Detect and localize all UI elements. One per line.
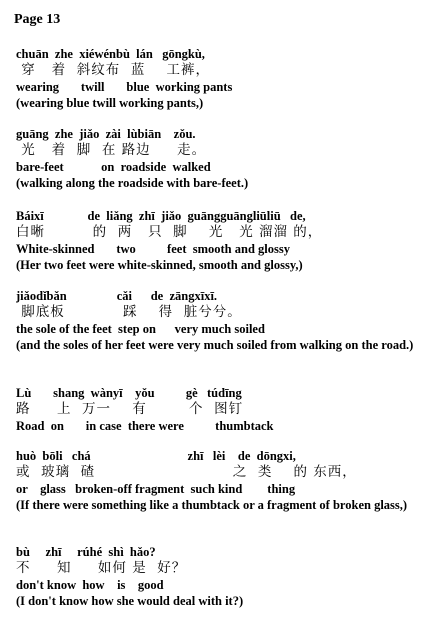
pinyin-line: jiǎodǐbǎn cǎi de zāngxīxī. <box>16 289 218 303</box>
gloss-line: don't know how is good <box>16 578 164 592</box>
gloss-line: bare-feet on roadside walked <box>16 160 211 174</box>
hanzi-line: 白晰 的 两 只 脚 光 光 溜溜 的， <box>16 224 323 240</box>
gloss-line: White-skinned two feet smooth and glossy <box>16 242 290 256</box>
translation-line: (I don't know how she would deal with it?) <box>16 594 244 608</box>
gloss-line: the sole of the feet step on very much soiled <box>16 322 265 336</box>
translation-line: (Her two feet were white-skinned, smooth and glossy,) <box>16 258 303 272</box>
pinyin-line: Báixī de liǎng zhī jiǎo guāngguāngliūliū de, <box>16 209 306 223</box>
stanza-3 <box>16 208 418 273</box>
translation-line: (wearing blue twill working pants,) <box>16 96 204 110</box>
pinyin-line: guāng zhe jiǎo zài lùbiān zǒu. <box>16 127 196 141</box>
pinyin-line: huò bōli chá zhī lèi de dōngxi, <box>16 449 296 463</box>
stanza-2 <box>16 126 418 191</box>
gloss-line: Road on in case there were thumbtack <box>16 419 274 433</box>
translation-line: (If there were something like a thumbtack or a fragment of broken glass,) <box>16 498 408 512</box>
hanzi-line: 光 着 脚 在 路边 走。 <box>16 142 207 158</box>
hanzi-line: 路 上 万一 有 个 图钉 <box>16 401 244 417</box>
stanza-4 <box>16 288 418 353</box>
pinyin-line: bù zhī rúhé shì hǎo? <box>16 545 156 559</box>
hanzi-line: 或 玻璃 碴 之 类 的 东西， <box>16 464 357 480</box>
translation-line: (and the soles of her feet were very much soiled from walking on the road.) <box>16 338 414 352</box>
stanza-7 <box>16 544 418 609</box>
translation-line: (walking along the roadside with bare-feet.) <box>16 176 249 190</box>
stanza-1 <box>16 46 418 111</box>
pinyin-line: chuān zhe xiéwénbù lán gōngkù, <box>16 47 205 61</box>
gloss-line: or glass broken-off fragment such kind thing <box>16 482 296 496</box>
gloss-line: wearing twill blue working pants <box>16 80 233 94</box>
hanzi-line: 不 知 如何 是 好？ <box>16 560 187 576</box>
stanza-5 <box>16 385 418 434</box>
hanzi-line: 穿 着 斜纹布 蓝 工裤， <box>16 62 210 78</box>
hanzi-line: 脚底板 踩 得 脏兮兮。 <box>16 304 242 320</box>
stanza-6 <box>16 448 418 513</box>
pinyin-line: Lù shang wànyī yǒu gè túdīng <box>16 386 242 400</box>
page-number: Page 13 <box>14 12 61 27</box>
